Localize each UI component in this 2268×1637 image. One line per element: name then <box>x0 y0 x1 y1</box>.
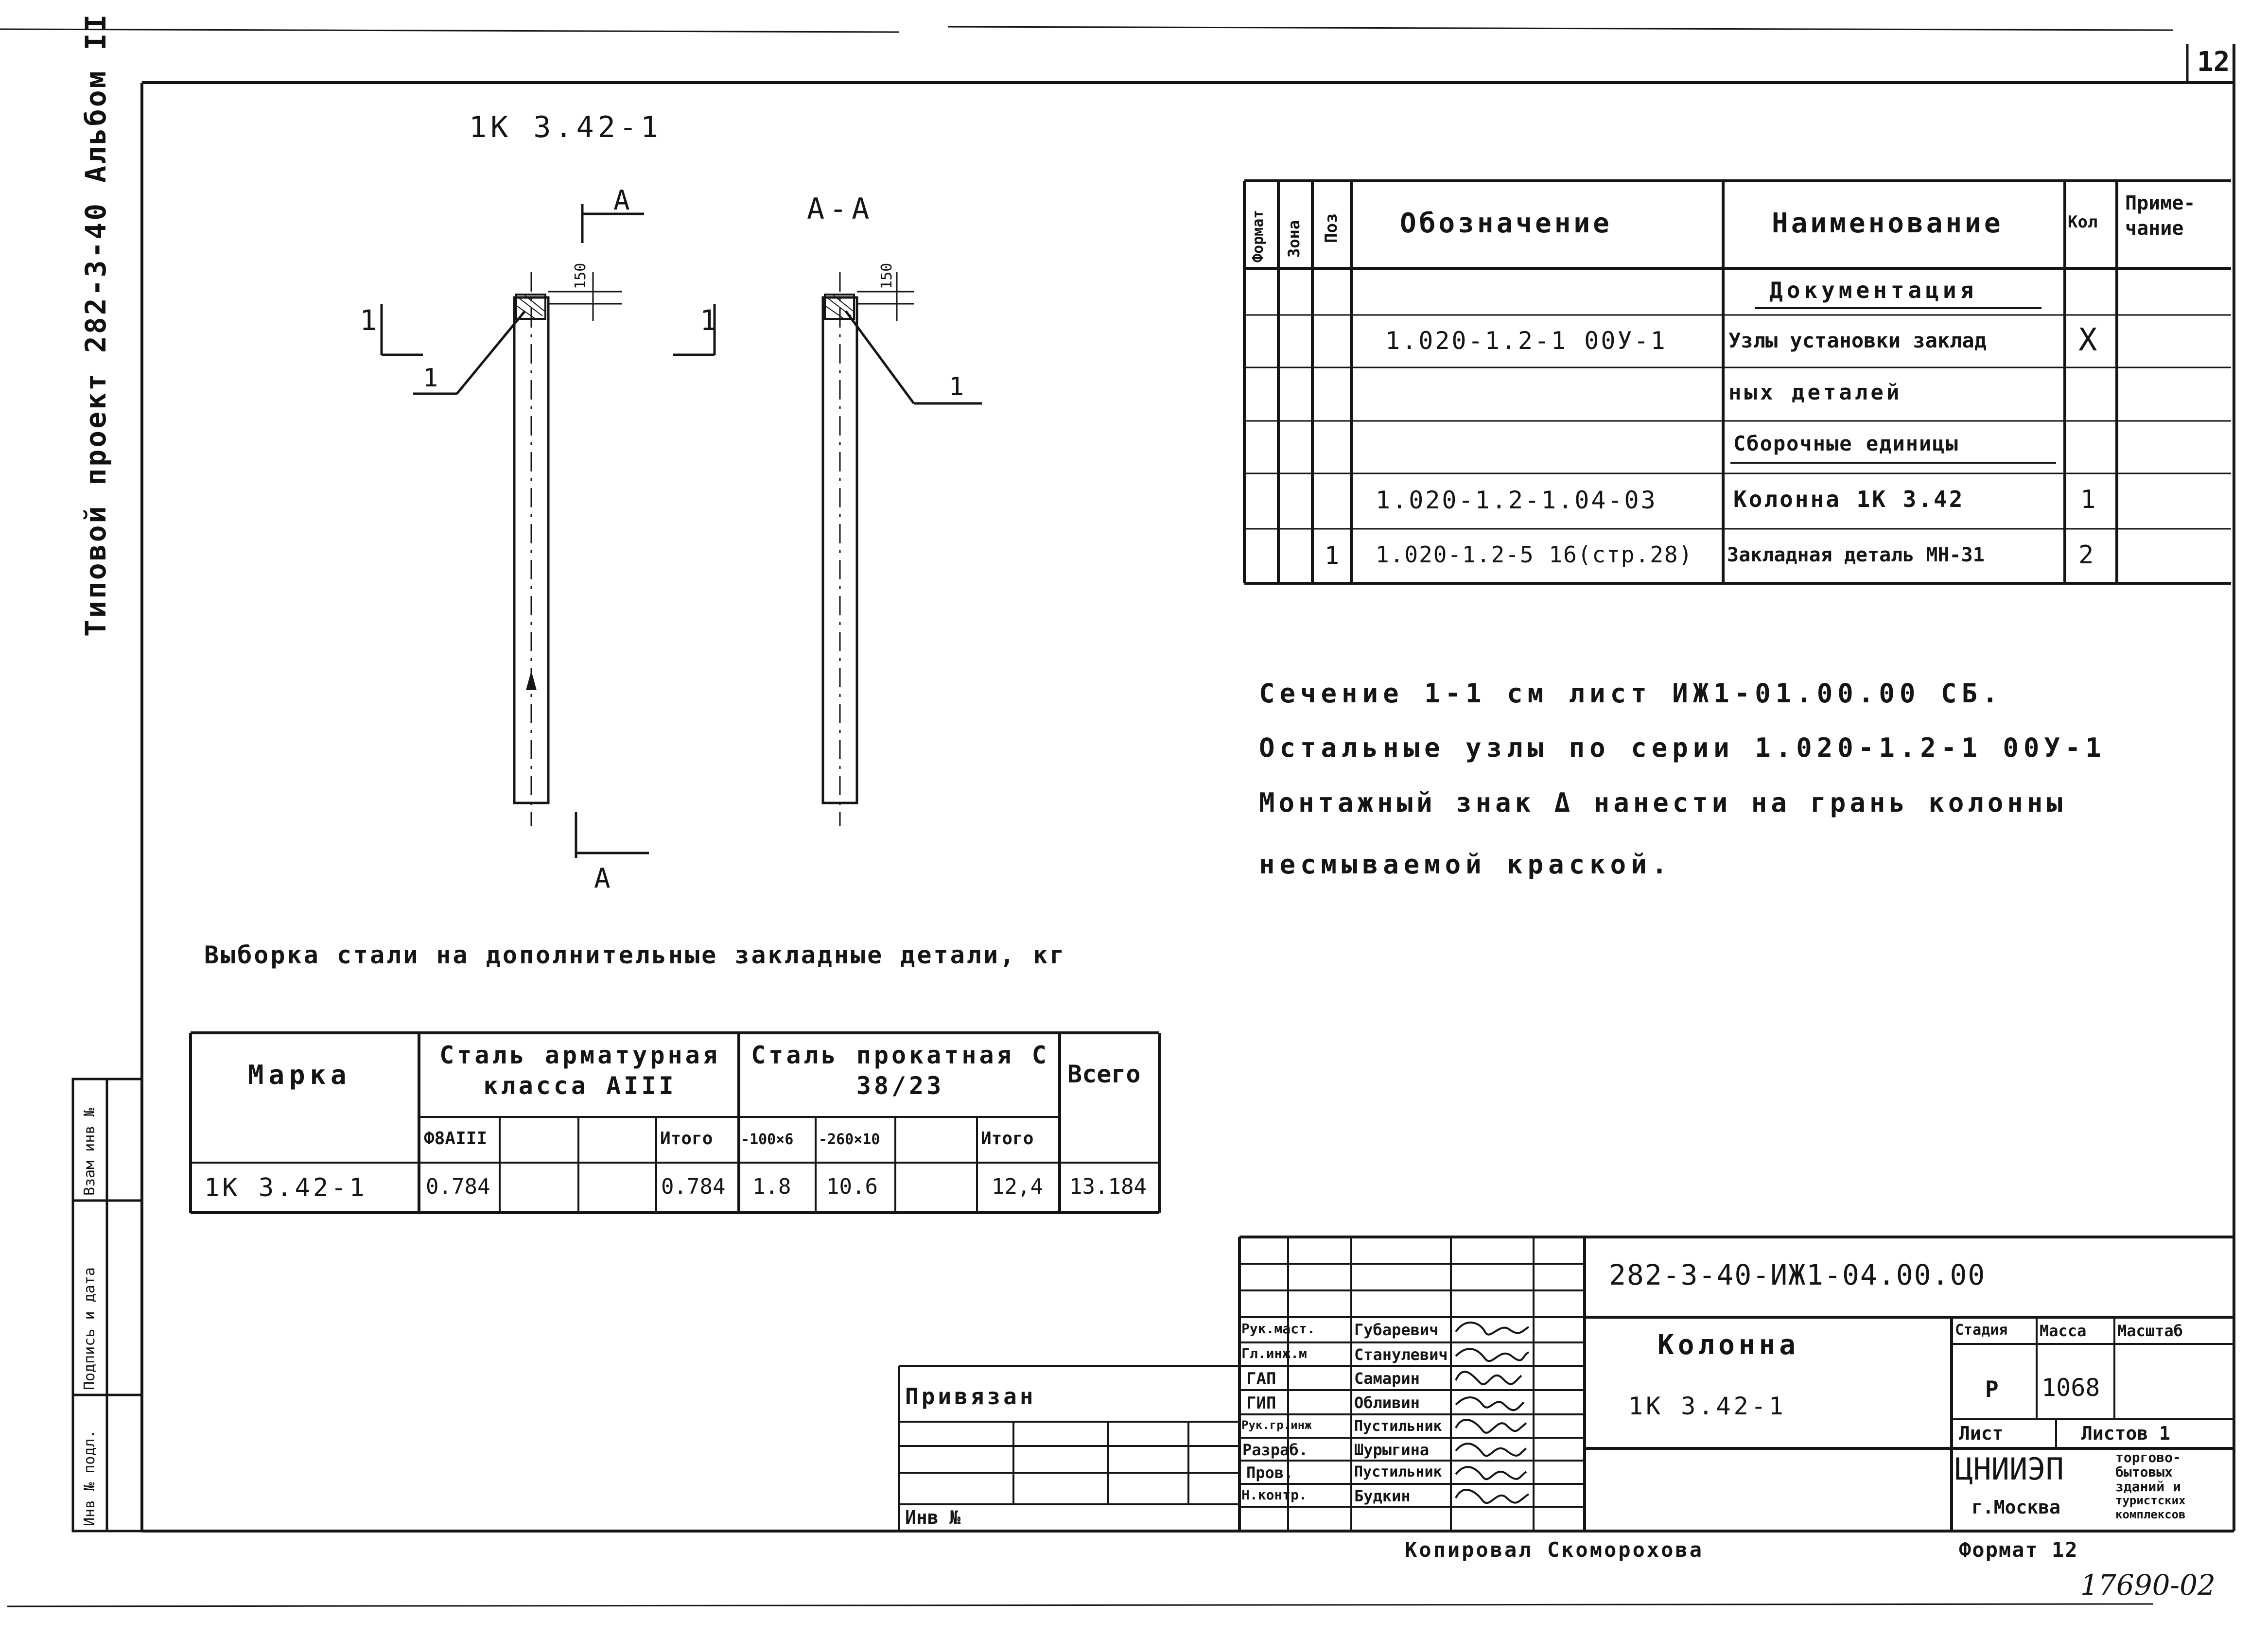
drawing-title: 1К 3.42-1 <box>469 110 663 144</box>
name-0: Губаревич <box>1354 1321 1439 1339</box>
cut-label-a-top: А <box>613 185 630 216</box>
role-2: ГАП <box>1246 1369 1276 1389</box>
note-3: Монтажный знак Δ нанести на грань колонны <box>1259 787 2066 818</box>
org-sub-4: комплексов <box>2115 1508 2186 1521</box>
cut-label-a-bottom: А <box>594 863 611 894</box>
document-code: 282-3-40-ИЖ1-04.00.00 <box>1609 1258 1986 1291</box>
name-4: Пустильник <box>1354 1418 1442 1435</box>
spec-row-4-designation: 1.020-1.2-1.04-03 <box>1376 486 1657 514</box>
note-4: несмываемой краской. <box>1259 849 1673 880</box>
spec-row-1-qty: X <box>2078 322 2097 358</box>
object-mark: 1К 3.42-1 <box>1628 1392 1786 1420</box>
steel-sub-itogo-1: Итого <box>660 1129 713 1149</box>
steel-sub-100x6: -100×6 <box>741 1131 794 1148</box>
spec-row-4-name: Колонна 1К 3.42 <box>1733 486 1965 512</box>
role-5: Разраб. <box>1242 1441 1308 1459</box>
steel-table-title: Выборка стали на дополнительные закладные детали, кг <box>204 941 1066 969</box>
spec-header-zone: Зона <box>1285 220 1303 258</box>
spec-row-4-qty: 1 <box>2080 485 2096 514</box>
side-label-inv-podl: Инв № подл. <box>81 1429 98 1526</box>
name-6: Пустильник <box>1354 1463 1442 1480</box>
spec-row-5-designation: 1.020-1.2-5 16(стр.28) <box>1376 541 1693 568</box>
steel-header-rebar: Сталь арматурная класса АIII <box>439 1041 720 1100</box>
side-label-vzam-inv: Взам инв № <box>81 1108 98 1196</box>
steel-header-mark: Марка <box>248 1060 351 1090</box>
side-title: Типовой проект 282-3-40 Альбом II <box>79 12 112 637</box>
object-name: Колонна <box>1657 1329 1800 1361</box>
steel-sub-itogo-2: Итого <box>981 1129 1034 1149</box>
spec-row-5-name: Закладная деталь МН-31 <box>1727 544 1985 566</box>
spec-header-note: Приме-чание <box>2125 192 2196 240</box>
steel-row-rebar-total: 0.784 <box>661 1174 726 1199</box>
copied-by: Копировал Скоморохова <box>1405 1538 1704 1562</box>
role-0: Рук.маст. <box>1241 1321 1315 1337</box>
mass-header: Масса <box>2040 1322 2087 1340</box>
scale-header: Масштаб <box>2117 1322 2183 1340</box>
name-1: Станулевич <box>1354 1345 1448 1364</box>
org-sub-3: туристских <box>2115 1494 2186 1507</box>
note-1: Сечение 1-1 см лист ИЖ1-01.00.00 СБ. <box>1259 678 2003 709</box>
section-label: А-А <box>807 192 874 226</box>
spec-row-0-name: Документация <box>1769 277 1978 303</box>
binding-inv: Инв № <box>905 1507 961 1528</box>
format-label: Формат 12 <box>1959 1538 2078 1562</box>
note-2: Остальные узлы по серии 1.020-1.2-1 00У-1 <box>1259 732 2106 763</box>
callout-1-left: 1 <box>423 364 438 393</box>
steel-row-100x6: 1.8 <box>752 1174 791 1199</box>
binding-label: Привязан <box>905 1383 1036 1410</box>
stage-value: Р <box>1985 1376 1999 1402</box>
steel-row-260x10: 10.6 <box>826 1174 878 1199</box>
mass-value: 1068 <box>2041 1374 2100 1402</box>
stage-header: Стадия <box>1955 1322 2008 1339</box>
callout-1-right: 1 <box>949 372 964 401</box>
steel-row-grand-total: 13.184 <box>1069 1174 1147 1199</box>
steel-sub-260x10: -260×10 <box>819 1131 880 1148</box>
spec-header-format: Формат <box>1250 209 1267 262</box>
sheet-header: Лист <box>1959 1423 2004 1444</box>
dim-150-right: 150 <box>878 262 895 289</box>
role-6: Пров. <box>1246 1463 1293 1482</box>
sheets-header: Листов 1 <box>2081 1423 2171 1444</box>
spec-row-3-name: Сборочные единицы <box>1733 432 1959 455</box>
role-7: Н.контр. <box>1241 1487 1307 1503</box>
archive-number: 17690-02 <box>2080 1568 2216 1602</box>
spec-row-2-name: ных деталей <box>1728 380 1902 405</box>
org-sub-2: зданий и <box>2115 1479 2181 1495</box>
spec-header-designation: Обозначение <box>1400 208 1612 239</box>
mounting-mark-icon <box>526 671 537 690</box>
spec-row-1-designation: 1.020-1.2-1 00У-1 <box>1385 327 1667 355</box>
side-label-signature-date: Подпись и дата <box>81 1267 98 1390</box>
org-city: г.Москва <box>1971 1497 2061 1518</box>
name-2: Самарин <box>1354 1369 1420 1388</box>
spec-row-1-name: Узлы установки заклад <box>1728 329 1987 352</box>
spec-row-5-pos: 1 <box>1325 541 1340 570</box>
org-name: ЦНИИЭП <box>1955 1451 2064 1487</box>
steel-header-total: Всего <box>1067 1060 1141 1088</box>
steel-header-rolled: Сталь прокатная С 38/23 <box>751 1041 1049 1100</box>
steel-row-f8: 0.784 <box>426 1174 490 1199</box>
spec-header-pos: Поз <box>1322 213 1341 243</box>
role-1: Гл.инж.м <box>1241 1345 1307 1361</box>
org-sub-0: торгово- <box>2115 1449 2181 1465</box>
spec-header-name: Наименование <box>1772 208 2004 239</box>
name-5: Шурыгина <box>1354 1441 1430 1459</box>
role-4: Рук.гр.инж <box>1241 1418 1312 1432</box>
cut-label-1-left: 1 <box>360 304 377 337</box>
signatures <box>1456 1323 1529 1503</box>
spec-header-qty: Кол <box>2068 212 2098 232</box>
name-7: Будкин <box>1354 1487 1411 1505</box>
sheet-number: 12 <box>2197 46 2230 78</box>
name-3: Обливин <box>1354 1393 1420 1412</box>
cut-label-1-right: 1 <box>700 304 717 337</box>
spec-row-5-qty: 2 <box>2078 540 2094 570</box>
role-3: ГИП <box>1246 1393 1276 1413</box>
org-sub-1: бытовых <box>2115 1464 2173 1480</box>
steel-sub-f8: Ф8АIII <box>424 1129 488 1149</box>
steel-row-rolled-total: 12,4 <box>992 1174 1043 1199</box>
dim-150-left: 150 <box>572 262 589 289</box>
steel-row-mark: 1К 3.42-1 <box>204 1173 367 1202</box>
